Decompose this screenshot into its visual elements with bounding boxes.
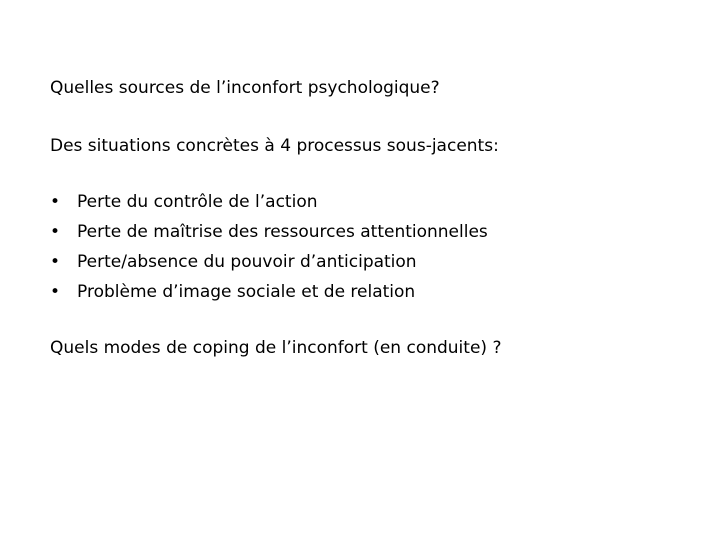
bullet-text: Perte/absence du pouvoir d’anticipation xyxy=(77,252,417,272)
intro-text: Des situations concrètes à 4 processus sous-jacents: xyxy=(50,136,499,156)
bullet-text: Perte du contrôle de l’action xyxy=(77,192,318,212)
question-sources: Quelles sources de l’inconfort psychologique? xyxy=(50,78,440,98)
bullet-dot-icon: • xyxy=(50,252,61,272)
bullet-text: Perte de maîtrise des ressources attentionnelles xyxy=(77,222,488,242)
question-coping: Quels modes de coping de l’inconfort (en conduite) ? xyxy=(50,338,502,358)
bullet-dot-icon: • xyxy=(50,282,61,302)
bullet-dot-icon: • xyxy=(50,192,61,212)
bullet-dot-icon: • xyxy=(50,222,61,242)
bullet-text: Problème d’image sociale et de relation xyxy=(77,282,416,302)
